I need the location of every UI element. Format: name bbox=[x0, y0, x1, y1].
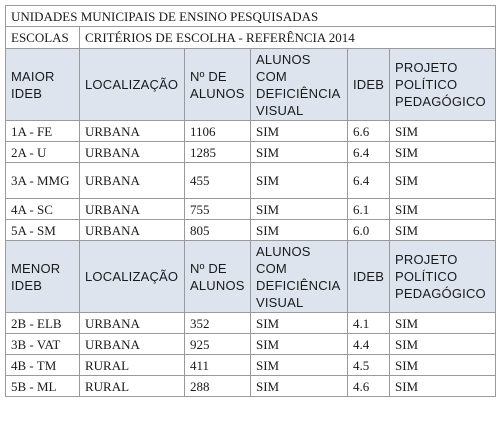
cell-project: SIM bbox=[390, 199, 496, 220]
cell-location: URBANA bbox=[80, 220, 185, 241]
cell-visual: SIM bbox=[251, 376, 348, 397]
cell-project: SIM bbox=[390, 220, 496, 241]
table-row bbox=[6, 220, 496, 241]
cell-school: 5B - ML bbox=[6, 376, 80, 397]
schools-table bbox=[5, 5, 496, 397]
cell-project: SIM bbox=[390, 313, 496, 334]
cell-location: URBANA bbox=[80, 334, 185, 355]
cell-location: URBANA bbox=[80, 121, 185, 142]
header-visual: ALUNOS COM DEFICIÊNCIA VISUAL bbox=[251, 49, 348, 121]
cell-students: 805 bbox=[185, 220, 251, 241]
table-title: UNIDADES MUNICIPAIS DE ENSINO PESQUISADAS bbox=[6, 6, 496, 27]
cell-visual: SIM bbox=[251, 163, 348, 199]
cell-ideb: 6.4 bbox=[348, 142, 390, 163]
cell-students: 455 bbox=[185, 163, 251, 199]
cell-project: SIM bbox=[390, 121, 496, 142]
schools-label: ESCOLAS bbox=[6, 27, 80, 49]
cell-ideb: 6.6 bbox=[348, 121, 390, 142]
cell-school: 4B - TM bbox=[6, 355, 80, 376]
table-row bbox=[6, 355, 496, 376]
header-location: LOCALIZAÇÃO bbox=[80, 241, 185, 313]
table-row bbox=[6, 376, 496, 397]
header-visual: ALUNOS COM DEFICIÊNCIA VISUAL bbox=[251, 241, 348, 313]
cell-school: 4A - SC bbox=[6, 199, 80, 220]
cell-project: SIM bbox=[390, 163, 496, 199]
cell-students: 755 bbox=[185, 199, 251, 220]
cell-school: 5A - SM bbox=[6, 220, 80, 241]
header-group-top: MAIOR IDEB bbox=[6, 49, 80, 121]
cell-students: 1106 bbox=[185, 121, 251, 142]
cell-visual: SIM bbox=[251, 142, 348, 163]
cell-school: 1A - FE bbox=[6, 121, 80, 142]
header-students: Nº DE ALUNOS bbox=[185, 49, 251, 121]
cell-project: SIM bbox=[390, 142, 496, 163]
criteria-label: CRITÉRIOS DE ESCOLHA - REFERÊNCIA 2014 bbox=[80, 27, 496, 49]
cell-location: URBANA bbox=[80, 313, 185, 334]
header-location: LOCALIZAÇÃO bbox=[80, 49, 185, 121]
cell-location: URBANA bbox=[80, 142, 185, 163]
cell-ideb: 6.0 bbox=[348, 220, 390, 241]
cell-school: 2A - U bbox=[6, 142, 80, 163]
cell-ideb: 4.4 bbox=[348, 334, 390, 355]
cell-location: RURAL bbox=[80, 355, 185, 376]
table-row bbox=[6, 163, 496, 199]
header-ideb: IDEB bbox=[348, 241, 390, 313]
cell-project: SIM bbox=[390, 355, 496, 376]
header-row-bottom-group bbox=[6, 241, 496, 313]
cell-school: 3A - MMG bbox=[6, 163, 80, 199]
header-students: Nº DE ALUNOS bbox=[185, 241, 251, 313]
cell-ideb: 4.1 bbox=[348, 313, 390, 334]
cell-students: 1285 bbox=[185, 142, 251, 163]
cell-visual: SIM bbox=[251, 220, 348, 241]
cell-visual: SIM bbox=[251, 334, 348, 355]
cell-project: SIM bbox=[390, 334, 496, 355]
table-row bbox=[6, 199, 496, 220]
cell-students: 288 bbox=[185, 376, 251, 397]
cell-ideb: 6.1 bbox=[348, 199, 390, 220]
cell-location: URBANA bbox=[80, 199, 185, 220]
cell-location: RURAL bbox=[80, 376, 185, 397]
table-row bbox=[6, 142, 496, 163]
cell-visual: SIM bbox=[251, 199, 348, 220]
header-group-bottom: MENOR IDEB bbox=[6, 241, 80, 313]
criteria-row bbox=[6, 27, 496, 49]
cell-ideb: 6.4 bbox=[348, 163, 390, 199]
cell-project: SIM bbox=[390, 376, 496, 397]
header-ideb: IDEB bbox=[348, 49, 390, 121]
cell-ideb: 4.6 bbox=[348, 376, 390, 397]
header-project: PROJETO POLÍTICO PEDAGÓGICO bbox=[390, 241, 496, 313]
table-row bbox=[6, 313, 496, 334]
title-row bbox=[6, 6, 496, 27]
table-row bbox=[6, 334, 496, 355]
cell-students: 925 bbox=[185, 334, 251, 355]
cell-visual: SIM bbox=[251, 355, 348, 376]
cell-location: URBANA bbox=[80, 163, 185, 199]
cell-visual: SIM bbox=[251, 121, 348, 142]
cell-students: 352 bbox=[185, 313, 251, 334]
cell-visual: SIM bbox=[251, 313, 348, 334]
header-row-top-group bbox=[6, 49, 496, 121]
table-row bbox=[6, 121, 496, 142]
cell-school: 2B - ELB bbox=[6, 313, 80, 334]
cell-school: 3B - VAT bbox=[6, 334, 80, 355]
cell-ideb: 4.5 bbox=[348, 355, 390, 376]
cell-students: 411 bbox=[185, 355, 251, 376]
header-project: PROJETO POLÍTICO PEDAGÓGICO bbox=[390, 49, 496, 121]
